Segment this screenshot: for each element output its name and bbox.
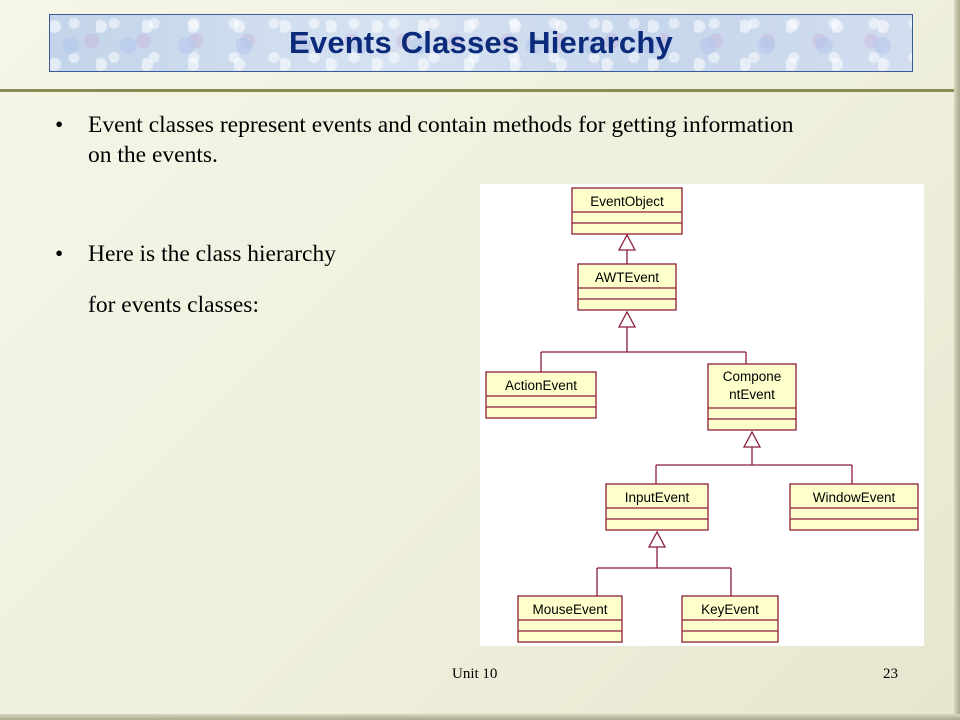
class-box-actionevent: [486, 372, 596, 418]
class-box-componentevent: [708, 364, 796, 430]
class-label-mouseevent: MouseEvent: [532, 602, 608, 617]
class-label-inputevent: InputEvent: [624, 490, 690, 505]
footer-unit-label: Unit 10: [452, 666, 498, 682]
inheritance-arrow-icon: [619, 312, 635, 327]
bullet-dot-icon: •: [55, 112, 64, 138]
class-hierarchy-diagram: [480, 184, 924, 646]
class-label-eventobject: EventObject: [590, 194, 664, 209]
class-label-windowevent: WindowEvent: [812, 490, 896, 505]
inheritance-arrow-icon: [619, 235, 635, 250]
class-box-mouseevent: [518, 596, 622, 642]
footer-page-number: 23: [883, 666, 898, 682]
bullet-text-2: Here is the class hierarchy: [88, 241, 336, 267]
bullet-text-1: Event classes represent events and contain methods for getting information on the events.: [88, 112, 794, 168]
class-box-awtevent: [578, 264, 676, 310]
inheritance-arrow-icon: [649, 532, 665, 547]
slide-bottom-shadow: [0, 714, 960, 720]
inheritance-arrow-icon: [744, 432, 760, 447]
class-label-componentevent-line2: ntEvent: [729, 387, 775, 402]
class-box-windowevent: [790, 484, 918, 530]
class-label-awtevent: AWTEvent: [594, 270, 660, 285]
class-box-keyevent: [682, 596, 778, 642]
class-box-inputevent: [606, 484, 708, 530]
bullet-dot-icon: •: [55, 241, 64, 267]
class-label-actionevent: ActionEvent: [504, 378, 578, 393]
bullet-item-1: [0, 110, 808, 170]
class-label-componentevent-line1: Compone: [722, 369, 782, 384]
class-label-keyevent: KeyEvent: [701, 602, 759, 617]
slide-right-shadow: [954, 0, 960, 720]
class-box-eventobject: [572, 188, 682, 234]
slide-title: Events Classes Hierarchy: [289, 25, 673, 60]
uml-class-diagram: [480, 184, 924, 646]
bullet-text-2-continuation: for events classes:: [88, 292, 259, 318]
title-banner: [49, 14, 913, 72]
title-divider: [0, 89, 954, 92]
